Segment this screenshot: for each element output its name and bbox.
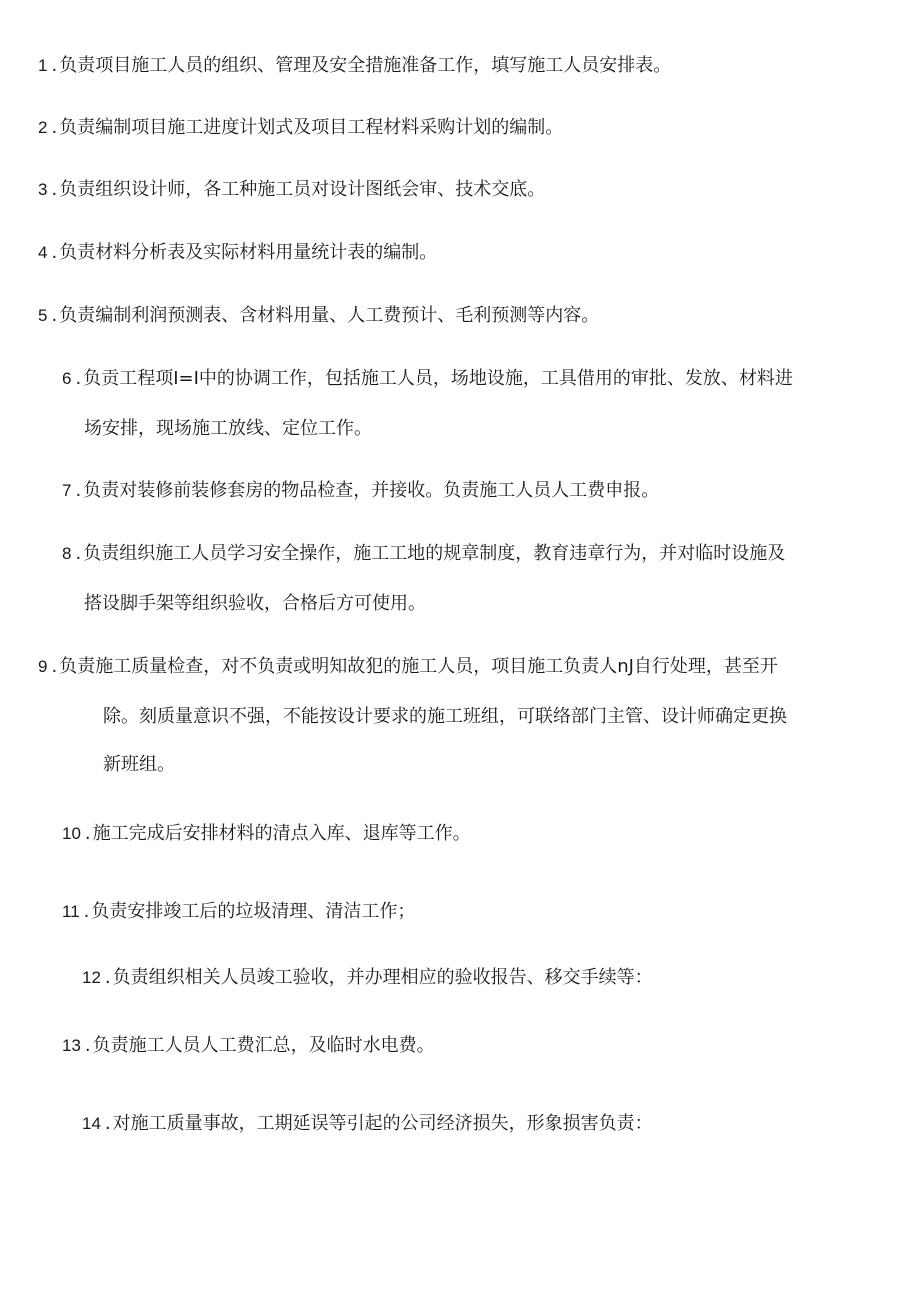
list-item: 7 . 负责对装修前装修套房的物品检查，并接收。负责施工人员人工费申报。	[62, 474, 659, 508]
item-text: 负责编制利润预测表、含材料用量、人工费预计、毛利预测等内容。	[59, 305, 600, 326]
item-number: 5	[38, 306, 48, 325]
item-text: 负责对装修前装修套房的物品检查，并接收。负责施工人员人工费申报。	[83, 480, 660, 501]
list-item-continuation: 搭设脚手架等组织验收，合格后方可使用。	[84, 593, 426, 614]
item-text: 负责编制项目施工进度计划式及项目工程材料采购计划的编制。	[59, 117, 564, 138]
item-number: 13	[62, 1036, 81, 1055]
item-number: 2	[38, 118, 48, 137]
list-item-continuation: 除。刻质量意识不强，不能按设计要求的施工班组，可联络部门主管、设计师确定更换	[103, 706, 787, 727]
list-item: 1 . 负责项目施工人员的组织、管理及安全措施准备工作，填写施工人员安排表。	[38, 49, 671, 83]
item-number: 9	[38, 657, 48, 676]
item-number: 7	[62, 481, 72, 500]
item-number: 1	[38, 56, 48, 75]
item-text: 负贡工程项I=I中的协调工作，包括施工人员，场地设施，工具借用的审批、发放、材料进	[83, 368, 793, 389]
item-number: 3	[38, 180, 48, 199]
list-item: 2 . 负责编制项目施工进度计划式及项目工程材料采购计划的编制。	[38, 111, 563, 145]
list-item: 9 . 负责施工质量检查，对不负责或明知故犯的施工人员，项目施工负责人nJ自行处理，甚至开	[38, 650, 778, 684]
item-text: 负责组织施工人员学习安全操作，施工工地的规章制度，教育违章行为，并对临时设施及	[83, 543, 786, 564]
list-item: 5 . 负责编制利润预测表、含材料用量、人工费预计、毛利预测等内容。	[38, 299, 599, 333]
list-item-continuation: 场安排，现场施工放线、定位工作。	[84, 418, 372, 439]
item-number: 6	[62, 369, 72, 388]
list-item: 8 . 负责组织施工人员学习安全操作，施工工地的规章制度，教育违章行为，并对临时设施及	[62, 537, 785, 571]
item-text: 对施工质量事故，工期延误等引起的公司经济损失，形象损害负责：	[112, 1113, 653, 1134]
item-number: 10	[62, 824, 81, 843]
item-number: 8	[62, 544, 72, 563]
item-text: 负责施工质量检查，对不负责或明知故犯的施工人员，项目施工负责人nJ自行处理，甚至开	[59, 656, 778, 677]
item-text: 负责施工人员人工费汇总，及临时水电费。	[92, 1035, 435, 1056]
item-number: 4	[38, 243, 48, 262]
item-number: 11	[62, 902, 80, 921]
item-text: 负责组织设计师，各工种施工员对设计图纸会审、技术交底。	[59, 179, 546, 200]
list-item: 11 . 负责安排竣工后的垃圾清理、清洁工作；	[62, 895, 415, 929]
list-item: 12 . 负责组织相关人员竣工验收，并办理相应的验收报告、移交手续等：	[82, 961, 653, 995]
item-text: 负责材料分析表及实际材料用量统计表的编制。	[59, 242, 438, 263]
list-item: 6 . 负贡工程项I=I中的协调工作，包括施工人员，场地设施，工具借用的审批、发放、材料进	[62, 362, 793, 396]
list-item: 10 . 施工完成后安排材料的清点入库、退库等工作。	[62, 817, 471, 851]
list-item: 4 . 负责材料分析表及实际材料用量统计表的编制。	[38, 236, 437, 270]
list-item-continuation: 新班组。	[103, 754, 175, 775]
list-item: 3 . 负责组织设计师，各工种施工员对设计图纸会审、技术交底。	[38, 173, 545, 207]
item-text: 负责项目施工人员的组织、管理及安全措施准备工作，填写施工人员安排表。	[59, 55, 672, 76]
item-text: 负责组织相关人员竣工验收，并办理相应的验收报告、移交手续等：	[112, 967, 653, 988]
item-number: 12	[82, 968, 101, 987]
list-item: 14 . 对施工质量事故，工期延误等引起的公司经济损失，形象损害负责：	[82, 1107, 653, 1141]
item-number: 14	[82, 1114, 101, 1133]
item-text: 施工完成后安排材料的清点入库、退库等工作。	[92, 823, 471, 844]
item-text: 负责安排竣工后的垃圾清理、清洁工作；	[91, 901, 416, 922]
list-item: 13 . 负责施工人员人工费汇总，及临时水电费。	[62, 1029, 435, 1063]
